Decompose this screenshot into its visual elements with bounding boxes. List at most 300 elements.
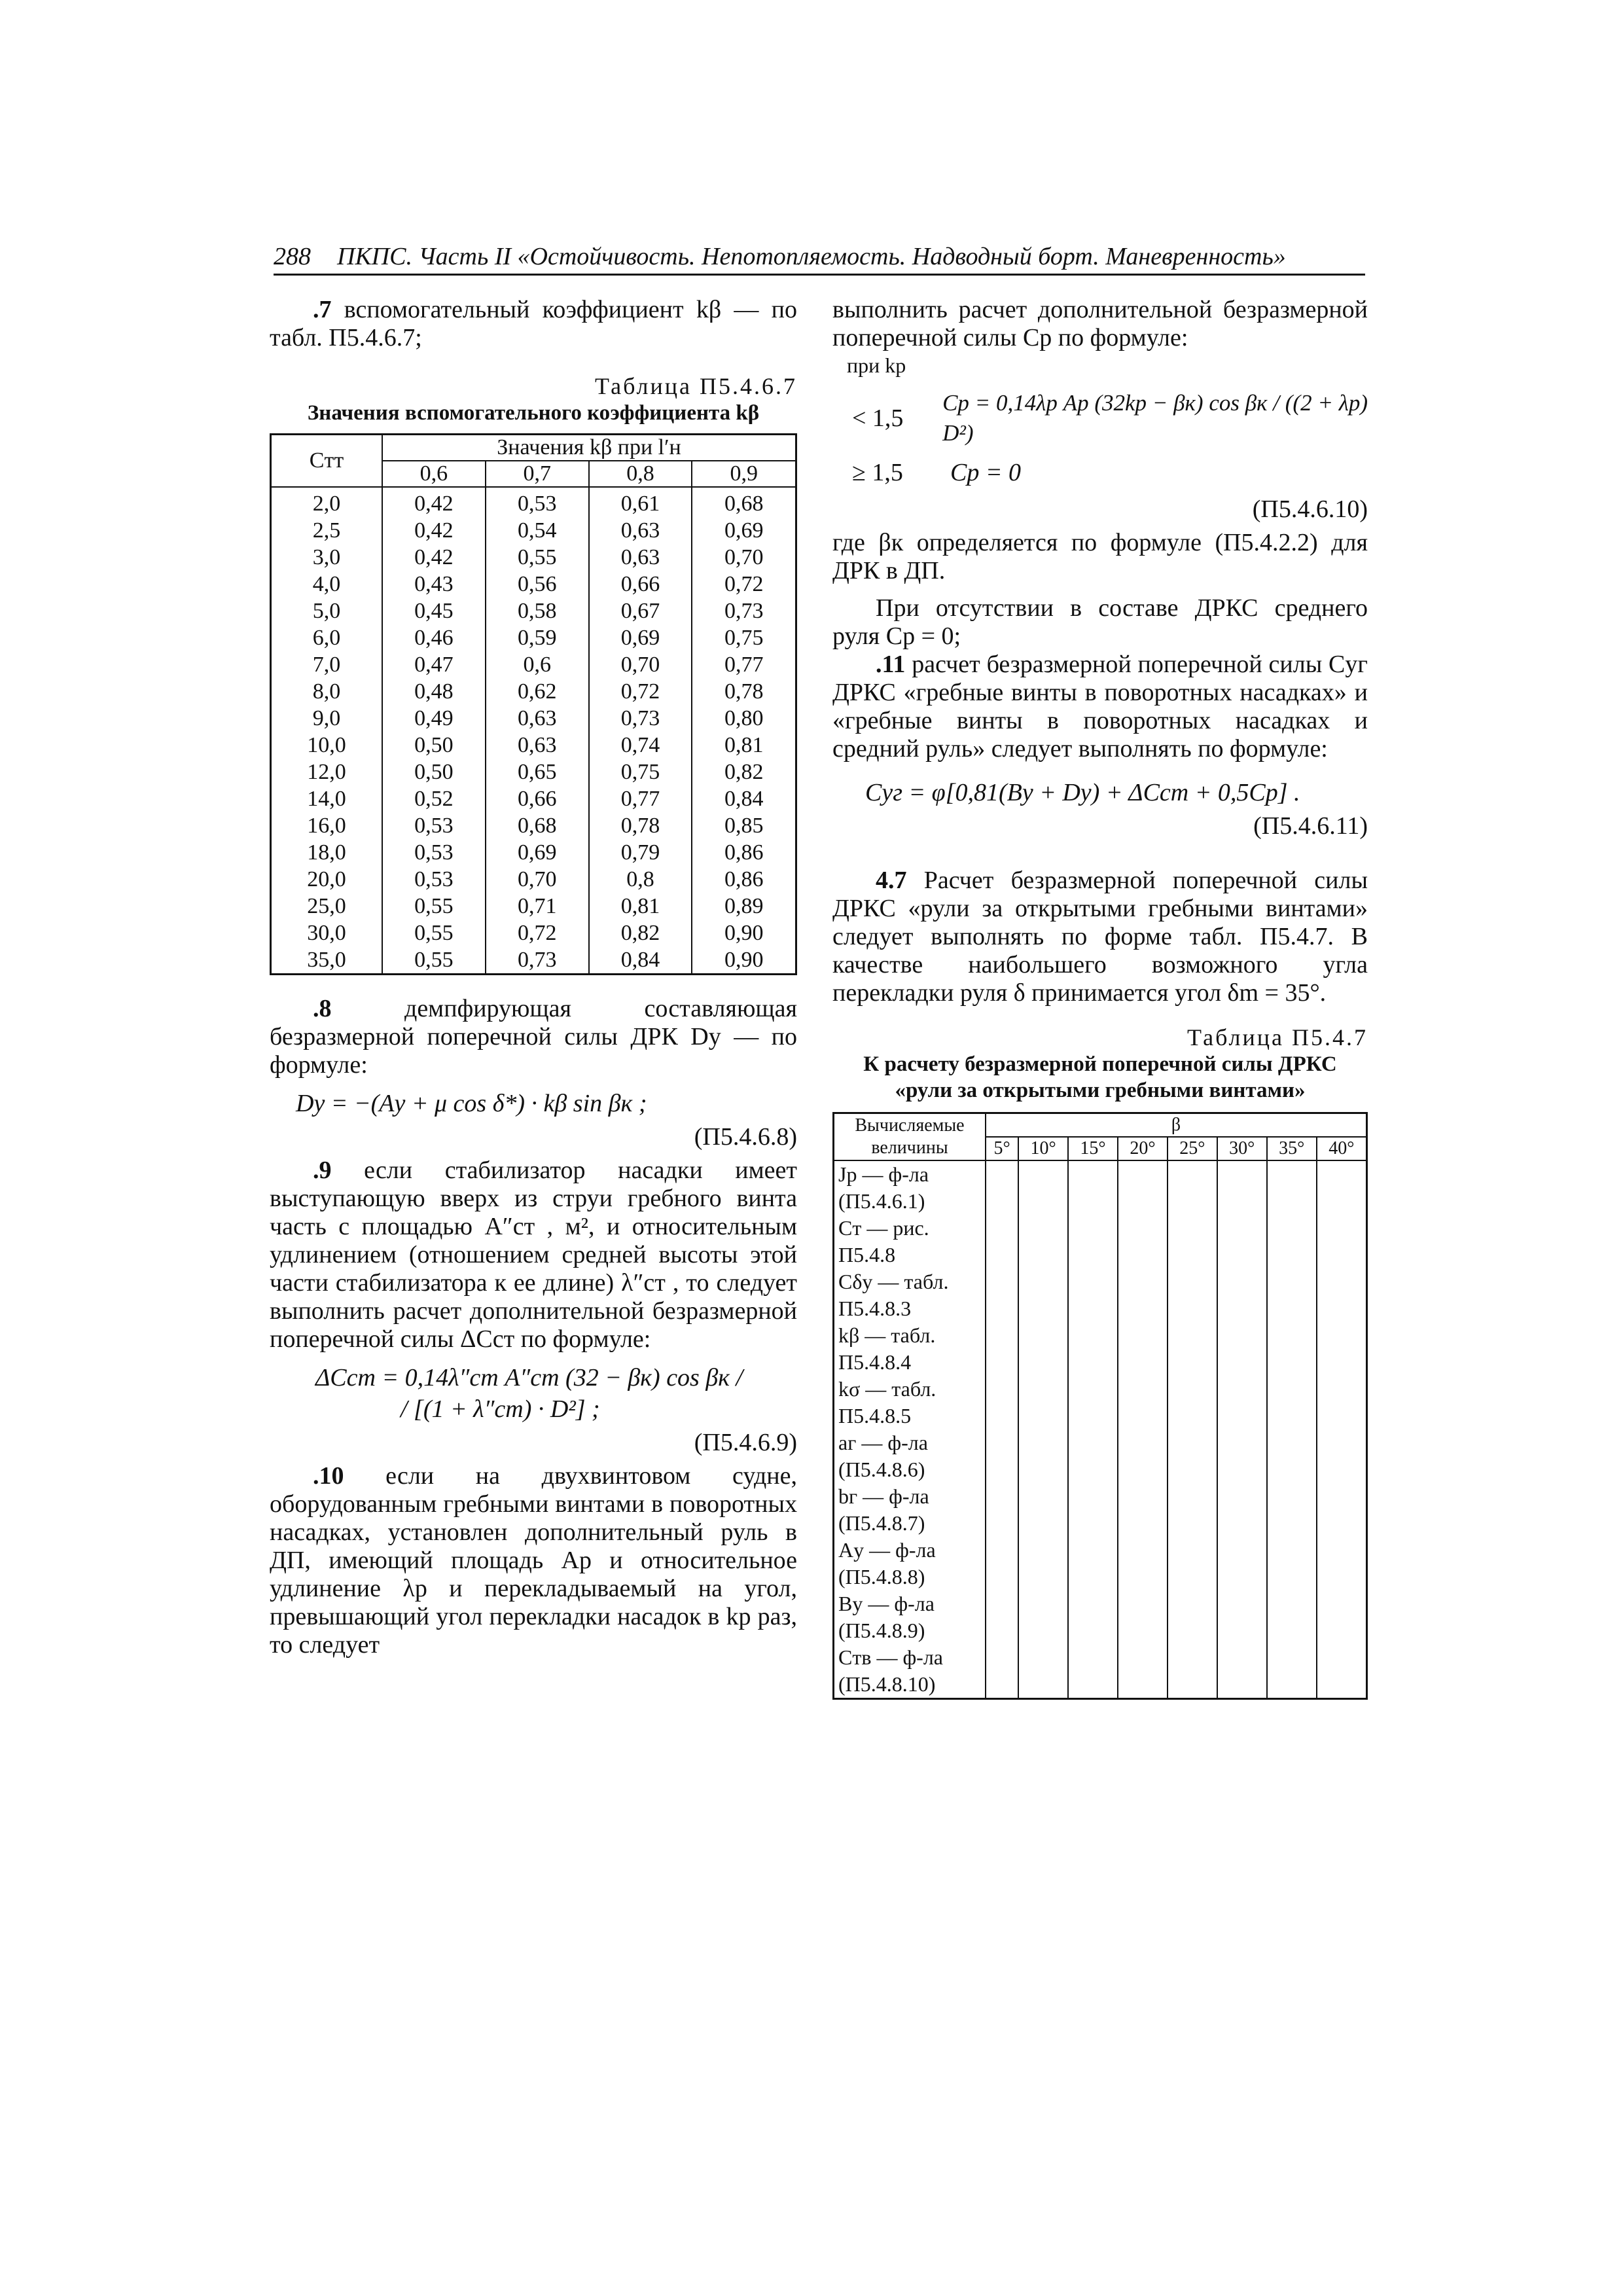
table-cell: 0,45 — [382, 598, 486, 624]
table-cell: 0,78 — [692, 678, 796, 705]
table-cell — [1018, 1188, 1068, 1215]
case-condition: < 1,5 — [852, 404, 904, 432]
table-cell — [1068, 1564, 1118, 1590]
table-row — [834, 1349, 1367, 1376]
table-cell — [1317, 1295, 1367, 1322]
table-cell: 0,48 — [382, 678, 486, 705]
table-cell — [1068, 1322, 1118, 1349]
table-row — [271, 598, 796, 624]
table-cell — [1217, 1215, 1267, 1242]
table-cell: 0,70 — [589, 651, 692, 678]
table-row-label: 16,0 — [271, 812, 383, 839]
table-cell — [986, 1510, 1018, 1537]
table-cell: 0,47 — [382, 651, 486, 678]
table-cell: 0,42 — [382, 544, 486, 571]
table-cell — [1217, 1403, 1267, 1429]
table-cell — [1168, 1268, 1217, 1295]
table-group-header: β — [986, 1113, 1367, 1138]
table-cell — [1168, 1322, 1217, 1349]
table-cell — [1217, 1617, 1267, 1644]
table-cell: 0,63 — [486, 705, 589, 732]
table-cell: 0,55 — [382, 920, 486, 946]
table-row — [834, 1376, 1367, 1403]
table-cell — [1068, 1456, 1118, 1483]
table-cell — [1118, 1483, 1168, 1510]
table-cell — [1018, 1671, 1068, 1699]
table-row-label: 20,0 — [271, 866, 383, 893]
table-cell: 0,89 — [692, 893, 796, 920]
table-cell: 0,54 — [486, 517, 589, 544]
table-cell — [1118, 1242, 1168, 1268]
table-cell — [1317, 1403, 1367, 1429]
table-cell — [1317, 1644, 1367, 1671]
table-cell — [1068, 1483, 1118, 1510]
table-cell: 0,53 — [382, 839, 486, 866]
table-row-label: 30,0 — [271, 920, 383, 946]
table-cell — [1018, 1295, 1068, 1322]
table-cell — [1317, 1590, 1367, 1617]
paragraph-item-9 — [270, 1157, 797, 1354]
table-column-header: 0,8 — [589, 461, 692, 487]
table-cell — [1317, 1537, 1367, 1564]
table-cell: 0,63 — [589, 517, 692, 544]
table-cell — [1267, 1349, 1317, 1376]
table-cell: 0,63 — [589, 544, 692, 571]
table-row — [271, 678, 796, 705]
table-cell — [986, 1376, 1018, 1403]
table-cell: 0,69 — [589, 624, 692, 651]
page-number: 288 — [274, 243, 311, 270]
table-cell — [1267, 1295, 1317, 1322]
table-row-label: 25,0 — [271, 893, 383, 920]
table-cell: 0,81 — [589, 893, 692, 920]
paragraph-where: где βк определяется по формуле (П5.4.2.2) для ДРК в ДП. — [832, 529, 1368, 584]
table-cell — [1018, 1590, 1068, 1617]
table-cell — [1217, 1268, 1267, 1295]
table-column-header: 0,7 — [486, 461, 589, 487]
table-cell: 0,6 — [486, 651, 589, 678]
kbeta-table — [270, 433, 797, 975]
table-cell: 0,43 — [382, 571, 486, 598]
table-cell — [986, 1617, 1018, 1644]
table-cell — [1267, 1510, 1317, 1537]
item-text: расчет безразмерной поперечной силы Cуг ДРКС «гребные винты в поворотных насадках» и «гребные винты в поворотных насадках и средний руль» следует выполнять по формуле: — [832, 651, 1368, 762]
table-cell — [1267, 1456, 1317, 1483]
table-cell — [1068, 1537, 1118, 1564]
table-row — [834, 1564, 1367, 1590]
table-row-header: Вычисляемые величины — [834, 1113, 986, 1161]
table-caption: Таблица П5.4.6.7 — [595, 373, 797, 399]
table-cell — [1217, 1349, 1267, 1376]
item-number: 4.7 — [876, 867, 907, 894]
table-cell — [986, 1349, 1018, 1376]
paragraph-absent-rudder: При отсутствии в составе ДРКС среднего руля Cр = 0; — [832, 594, 1368, 650]
table-row-label: 35,0 — [271, 946, 383, 975]
table-cell — [1168, 1644, 1217, 1671]
table-cell — [1118, 1537, 1168, 1564]
table-cell — [1018, 1376, 1068, 1403]
item-number: .11 — [876, 651, 906, 678]
table-cell: 0,79 — [589, 839, 692, 866]
table-cell — [986, 1160, 1018, 1188]
table-cell — [986, 1644, 1018, 1671]
table-row — [271, 893, 796, 920]
table-cell: 0,75 — [589, 759, 692, 785]
table-cell: 0,71 — [486, 893, 589, 920]
table-row — [271, 866, 796, 893]
table-row-label: (П5.4.8.8) — [834, 1564, 986, 1590]
table-cell: 0,69 — [692, 517, 796, 544]
table-column-header: 30° — [1217, 1137, 1267, 1160]
item-text: вспомогательный коэффициент kβ — по табл. П5.4.6.7; — [270, 296, 797, 351]
header-title: ПКПС. Часть II «Остойчивость. Непотопляемость. Надводный борт. Маневренность» — [337, 243, 1286, 270]
table-cell — [1068, 1215, 1118, 1242]
paragraph-item-10 — [270, 1462, 797, 1659]
table-row-label: bг — ф-ла — [834, 1483, 986, 1510]
table-cell — [1068, 1403, 1118, 1429]
table-cell: 0,90 — [692, 920, 796, 946]
table-cell — [1118, 1349, 1168, 1376]
table-cell: 0,90 — [692, 946, 796, 975]
table-title: Значения вспомогательного коэффициента kβ — [307, 401, 760, 425]
table-cell: 0,62 — [486, 678, 589, 705]
table-cell — [1317, 1429, 1367, 1456]
table-cell: 0,50 — [382, 759, 486, 785]
table-row — [271, 624, 796, 651]
table-row — [834, 1160, 1367, 1188]
table-cell — [1168, 1403, 1217, 1429]
table-row — [271, 812, 796, 839]
table-cell — [1068, 1376, 1118, 1403]
table-cell — [1317, 1510, 1367, 1537]
table-cell — [1168, 1564, 1217, 1590]
table-cell — [1168, 1510, 1217, 1537]
table-cell — [1118, 1376, 1168, 1403]
table-cell — [986, 1215, 1018, 1242]
table-cell — [1068, 1160, 1118, 1188]
table-cell — [986, 1188, 1018, 1215]
table-cell: 0,49 — [382, 705, 486, 732]
table-cell — [1068, 1242, 1118, 1268]
table-cell: 0,72 — [692, 571, 796, 598]
table-row — [834, 1242, 1367, 1268]
table-group-header: Значения kβ при l′н — [382, 435, 796, 461]
item-number: .7 — [313, 296, 332, 323]
table-cell — [1168, 1215, 1217, 1242]
table-row-label: kσ — табл. — [834, 1376, 986, 1403]
table-cell — [1317, 1456, 1367, 1483]
table-cell — [1018, 1644, 1068, 1671]
table-cell: 0,73 — [486, 946, 589, 975]
table-cell — [1217, 1295, 1267, 1322]
item-number: .8 — [313, 995, 332, 1022]
table-cell: 0,82 — [692, 759, 796, 785]
table-row-label: Bу — ф-ла — [834, 1590, 986, 1617]
table-row — [834, 1295, 1367, 1322]
table-cell: 0,70 — [486, 866, 589, 893]
cases-label: при kр — [847, 353, 906, 377]
table-cell: 0,58 — [486, 598, 589, 624]
formula-number: (П5.4.6.11) — [1253, 812, 1368, 840]
table-cell — [1217, 1188, 1267, 1215]
table-row-label: 12,0 — [271, 759, 383, 785]
table-cell — [1217, 1242, 1267, 1268]
table-cell: 0,70 — [692, 544, 796, 571]
table-column-header: 0,6 — [382, 461, 486, 487]
calculation-table — [832, 1112, 1368, 1700]
table-column-header: 5° — [986, 1137, 1018, 1160]
table-cell — [1168, 1242, 1217, 1268]
table-cell: 0,86 — [692, 839, 796, 866]
table-cell: 0,53 — [382, 866, 486, 893]
table-cell — [1018, 1537, 1068, 1564]
table-cell — [1168, 1429, 1217, 1456]
table-cell — [1018, 1349, 1068, 1376]
table-cell — [1217, 1456, 1267, 1483]
table-cell — [1068, 1510, 1118, 1537]
table-cell — [1168, 1590, 1217, 1617]
table-cell — [1018, 1215, 1068, 1242]
table-cell — [1018, 1160, 1068, 1188]
table-cell — [1118, 1510, 1168, 1537]
paragraph-4-7 — [832, 867, 1368, 1007]
table-row — [271, 785, 796, 812]
formula-5-4-6-11: Cуг = φ[0,81(Bу + Dу) + ΔCст + 0,5Cр] . — [865, 779, 1300, 806]
table-row-label: 8,0 — [271, 678, 383, 705]
table-cell: 0,53 — [382, 812, 486, 839]
case-formula: Cр = 0 — [950, 459, 1021, 486]
left-column — [270, 296, 797, 1659]
table-cell — [1068, 1188, 1118, 1215]
table-cell: 0,80 — [692, 705, 796, 732]
table-row-label: 6,0 — [271, 624, 383, 651]
table-row-label: П5.4.8.5 — [834, 1403, 986, 1429]
table-row — [271, 759, 796, 785]
table-cell — [1317, 1160, 1367, 1188]
table-row — [271, 732, 796, 759]
table-row-label: П5.4.8.4 — [834, 1349, 986, 1376]
table-row — [834, 1429, 1367, 1456]
table-row-label: Cт — рис. — [834, 1215, 986, 1242]
table-cell — [1217, 1590, 1267, 1617]
table-cell — [1118, 1644, 1168, 1671]
table-cell — [1217, 1483, 1267, 1510]
table-cell — [1068, 1617, 1118, 1644]
table-cell — [1018, 1268, 1068, 1295]
table-cell: 0,53 — [486, 487, 589, 517]
table-cell: 0,42 — [382, 517, 486, 544]
table-cell — [1018, 1564, 1068, 1590]
table-cell — [1317, 1671, 1367, 1699]
table-row-label: (П5.4.8.9) — [834, 1617, 986, 1644]
table-cell: 0,86 — [692, 866, 796, 893]
formula-5-4-6-8: Dу = −(Aу + μ cos δ*) · kβ sin βк ; — [296, 1090, 647, 1117]
table-row-label: 10,0 — [271, 732, 383, 759]
table-cell — [1267, 1242, 1317, 1268]
table-cell — [1168, 1188, 1217, 1215]
formula-number: (П5.4.6.8) — [694, 1123, 797, 1151]
table-cell — [1217, 1510, 1267, 1537]
table-cell: 0,84 — [589, 946, 692, 975]
table-cell — [1317, 1242, 1367, 1268]
table-row-label: (П5.4.6.1) — [834, 1188, 986, 1215]
table-cell — [986, 1242, 1018, 1268]
table-row-header: Cтт — [271, 435, 383, 488]
table-cell — [1267, 1483, 1317, 1510]
table-cell — [1317, 1322, 1367, 1349]
table-row-label: 14,0 — [271, 785, 383, 812]
item-number: .10 — [313, 1462, 344, 1490]
table-row — [271, 920, 796, 946]
table-cell: 0,84 — [692, 785, 796, 812]
table-cell — [1018, 1429, 1068, 1456]
table-cell: 0,68 — [486, 812, 589, 839]
table-cell — [1267, 1215, 1317, 1242]
table-row — [834, 1537, 1367, 1564]
table-cell: 0,66 — [486, 785, 589, 812]
table-cell: 0,73 — [692, 598, 796, 624]
table-cell — [1317, 1188, 1367, 1215]
table-row — [834, 1590, 1367, 1617]
table-row — [834, 1510, 1367, 1537]
table-row — [834, 1456, 1367, 1483]
table-cell — [1217, 1160, 1267, 1188]
formula-number: (П5.4.6.9) — [694, 1429, 797, 1456]
table-row-label: 3,0 — [271, 544, 383, 571]
table-cell — [1118, 1268, 1168, 1295]
table-cell — [1168, 1349, 1217, 1376]
table-column-header: 35° — [1267, 1137, 1317, 1160]
formula-5-4-6-9-line2: / [(1 + λ″ст) · D²] ; — [401, 1395, 600, 1423]
case-2 — [832, 454, 1368, 491]
table-column-header: 25° — [1168, 1137, 1217, 1160]
table-cell: 0,63 — [486, 732, 589, 759]
table-cell: 0,73 — [589, 705, 692, 732]
table-cell — [1018, 1322, 1068, 1349]
formula-5-4-6-9-line1: ΔCст = 0,14λ″ст A″ст (32 − βк) cos βк / — [315, 1364, 743, 1391]
table-row-label: (П5.4.8.7) — [834, 1510, 986, 1537]
table-row — [271, 946, 796, 975]
table-row-label: 5,0 — [271, 598, 383, 624]
table-cell — [986, 1483, 1018, 1510]
table-row — [271, 705, 796, 732]
table-cell — [1267, 1188, 1317, 1215]
table-cell — [1068, 1295, 1118, 1322]
table-cell — [986, 1322, 1018, 1349]
table-cell — [1267, 1429, 1317, 1456]
table-row — [271, 544, 796, 571]
case-1 — [832, 382, 1368, 454]
table-cell — [1267, 1644, 1317, 1671]
table-cell — [1018, 1403, 1068, 1429]
table-cell: 0,81 — [692, 732, 796, 759]
table-row-label: 9,0 — [271, 705, 383, 732]
paragraph-item-7 — [270, 296, 797, 352]
paragraph-item-11 — [832, 651, 1368, 763]
table-row — [834, 1322, 1367, 1349]
table-row — [271, 487, 796, 517]
table-cell — [1217, 1644, 1267, 1671]
table-cell — [1168, 1160, 1217, 1188]
table-cell — [1267, 1268, 1317, 1295]
table-cell — [986, 1403, 1018, 1429]
table-cell — [1168, 1483, 1217, 1510]
table-cell — [1118, 1564, 1168, 1590]
table-column-header: 10° — [1018, 1137, 1068, 1160]
table-cell: 0,52 — [382, 785, 486, 812]
table-cell — [1118, 1322, 1168, 1349]
table-cell — [1217, 1564, 1267, 1590]
table-cell: 0,59 — [486, 624, 589, 651]
table-column-header: 40° — [1317, 1137, 1367, 1160]
table-cell — [986, 1564, 1018, 1590]
table-row-label: (П5.4.8.10) — [834, 1671, 986, 1699]
table-cell — [1118, 1188, 1168, 1215]
table-cell: 0,66 — [589, 571, 692, 598]
case-formula: Cр = 0,14λр Aр (32kр − βк) cos βк / ((2 + λр) D²) — [942, 390, 1368, 446]
table-cell — [986, 1671, 1018, 1699]
table-cell — [986, 1590, 1018, 1617]
formula-number: (П5.4.6.10) — [1252, 495, 1368, 523]
table-cell — [1118, 1429, 1168, 1456]
table-row — [271, 651, 796, 678]
table-cell: 0,65 — [486, 759, 589, 785]
table-column-header: 20° — [1118, 1137, 1168, 1160]
table-cell — [1267, 1322, 1317, 1349]
table-row-label: 18,0 — [271, 839, 383, 866]
table-cell — [986, 1456, 1018, 1483]
table-cell — [1118, 1295, 1168, 1322]
table-cell — [1317, 1268, 1367, 1295]
table-column-header: 0,9 — [692, 461, 796, 487]
table-cell: 0,67 — [589, 598, 692, 624]
table-cell — [1118, 1671, 1168, 1699]
table-cell — [1018, 1617, 1068, 1644]
table-cell — [1217, 1537, 1267, 1564]
table-row-label: Cтв — ф-ла — [834, 1644, 986, 1671]
table-row-label: 7,0 — [271, 651, 383, 678]
table-cell — [1018, 1242, 1068, 1268]
table-cell — [986, 1429, 1018, 1456]
table-cell — [1267, 1403, 1317, 1429]
item-text: Расчет безразмерной поперечной силы ДРКС «рули за открытыми гребными винтами» следует выполнять по форме табл. П5.4.7. В качестве наибольшего возможного угла перекладки руля δ принимается угол δm = 35°. — [832, 867, 1368, 1007]
table-cell: 0,42 — [382, 487, 486, 517]
table-cell — [1068, 1268, 1118, 1295]
table-cell — [1267, 1160, 1317, 1188]
item-text: если стабилизатор насадки имеет выступающую вверх из струи гребного винта часть с площадью A″ст , м², и относительным удлинением (отношением средней высоты этой части стабилизатора к ее длине) λ″ст , то следует выполнить расчет дополнительной безразмерной поперечной силы ΔCст по формуле: — [270, 1157, 797, 1353]
table-cell — [1267, 1590, 1317, 1617]
table-cell — [1217, 1671, 1267, 1699]
table-row-label: 4,0 — [271, 571, 383, 598]
table-cell: 0,61 — [589, 487, 692, 517]
table-cell — [986, 1295, 1018, 1322]
table-row-label: 2,0 — [271, 487, 383, 517]
table-row — [834, 1644, 1367, 1671]
table-cell: 0,77 — [589, 785, 692, 812]
table-cell: 0,55 — [382, 946, 486, 975]
table-cell — [986, 1537, 1018, 1564]
paragraph-continuation: выполнить расчет дополнительной безразмерной поперечной силы Cр по формуле: — [832, 296, 1368, 351]
table-cell — [1317, 1376, 1367, 1403]
case-condition: ≥ 1,5 — [852, 459, 903, 486]
item-text: если на двухвинтовом судне, оборудованным гребными винтами в поворотных насадках, установлен дополнительный руль в ДП, имеющий площадь Aр и относительное удлинение λр и перекладываемый на угол, превышающий угол перекладки насадок в kр раз, то следует — [270, 1462, 797, 1659]
table-row-label: 2,5 — [271, 517, 383, 544]
table-cell: 0,75 — [692, 624, 796, 651]
table-row-label: Jр — ф-ла — [834, 1160, 986, 1188]
table-cell — [1168, 1376, 1217, 1403]
table-cell — [1317, 1564, 1367, 1590]
table-cell — [1118, 1403, 1168, 1429]
